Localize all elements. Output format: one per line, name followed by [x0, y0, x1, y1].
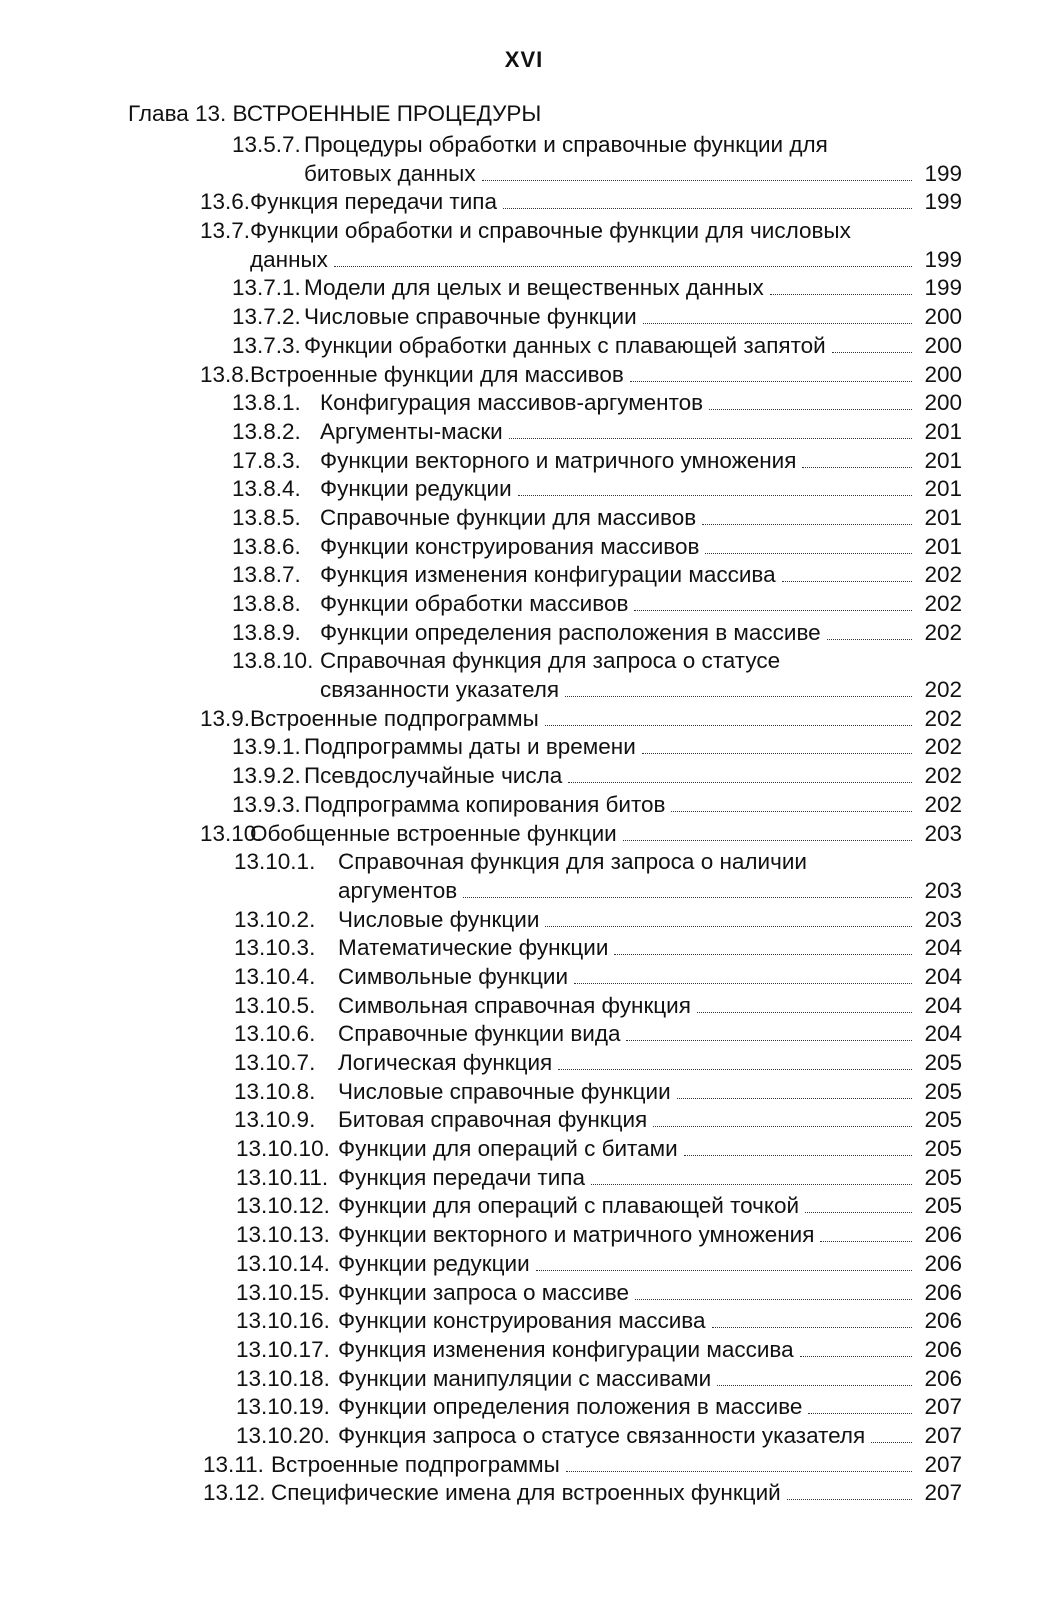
toc-entry — [0, 705, 1048, 734]
toc-entry-line — [234, 1020, 962, 1049]
toc-entry — [0, 1451, 1048, 1480]
toc-entry-page: 201 — [924, 418, 962, 444]
toc-entry-number: 13.10.4. — [234, 963, 316, 989]
toc-entry-line — [234, 1078, 962, 1107]
toc-entry-title: Функция передачи типа — [250, 189, 498, 215]
toc-entry-number: 13.8.10. — [232, 648, 314, 674]
toc-entry-line — [234, 1106, 962, 1135]
toc-entry — [0, 1078, 1048, 1107]
toc-entry-page: 204 — [924, 935, 962, 961]
dot-leader — [643, 323, 912, 324]
toc-entry-line — [232, 590, 962, 619]
toc-entry-page: 206 — [924, 1250, 962, 1276]
dot-leader — [709, 409, 912, 410]
toc-entry-number: 13.10.10. — [236, 1136, 330, 1162]
toc-entry — [0, 131, 1048, 160]
dot-leader — [717, 1385, 912, 1386]
toc-entry-title: Псевдослучайные числа — [304, 763, 563, 789]
toc-entry-title: Функции для операций с битами — [338, 1136, 678, 1162]
toc-entry-line — [236, 1192, 962, 1221]
toc-entry — [0, 1365, 1048, 1394]
toc-entry-page: 206 — [924, 1365, 962, 1391]
toc-entry-continuation — [0, 877, 1048, 906]
toc-entry-title: Символьная справочная функция — [338, 992, 691, 1018]
toc-entry — [0, 1221, 1048, 1250]
toc-entry-line — [234, 992, 962, 1021]
toc-entry-number: 13.10. — [200, 820, 263, 846]
toc-entry-title: Встроенные функции для массивов — [250, 361, 624, 387]
dot-leader — [832, 352, 912, 353]
toc-entry-number: 13.10.17. — [236, 1336, 330, 1362]
toc-entry-page: 206 — [924, 1222, 962, 1248]
toc-entry — [0, 475, 1048, 504]
toc-entry — [0, 963, 1048, 992]
toc-entry-title: Функции обработки массивов — [320, 591, 629, 616]
toc-entry — [0, 303, 1048, 332]
toc-entry — [0, 992, 1048, 1021]
toc-entry-title: Функции векторного и матричного умножения — [338, 1222, 815, 1248]
toc-entry-title-continued: связанности указателя — [320, 677, 560, 703]
toc-entry-line — [232, 447, 962, 476]
toc-entry-number: 13.10.11. — [236, 1164, 329, 1190]
toc-entry-number: 13.10.7. — [234, 1050, 316, 1075]
toc-entry-page: 200 — [924, 332, 962, 358]
toc-entry-page: 201 — [924, 476, 962, 502]
toc-entry — [0, 418, 1048, 447]
toc-entry — [0, 447, 1048, 476]
toc-entry-line — [234, 906, 962, 935]
toc-entry-number: 13.7.1. — [232, 275, 301, 301]
table-of-contents — [0, 131, 1048, 1508]
toc-entry-page: 205 — [924, 1050, 962, 1075]
toc-entry-title: Функция передачи типа — [338, 1164, 586, 1190]
toc-entry-line — [234, 963, 962, 992]
toc-entry-line — [200, 820, 962, 849]
toc-entry — [0, 820, 1048, 849]
toc-entry-page: 203 — [924, 877, 962, 903]
dot-leader — [820, 1241, 912, 1242]
page-number: XVI — [504, 47, 544, 72]
toc-entry-number: 13.5.7. — [232, 132, 301, 157]
toc-entry — [0, 934, 1048, 963]
toc-entry-line — [232, 791, 962, 820]
toc-entry-line — [234, 848, 962, 877]
toc-entry — [0, 217, 1048, 246]
dot-leader — [565, 696, 912, 697]
toc-entry — [0, 1164, 1048, 1193]
dot-leader — [671, 811, 912, 812]
toc-entry-page: 205 — [924, 1107, 962, 1133]
dot-leader — [545, 926, 912, 927]
toc-entry-number: 13.11. — [203, 1451, 264, 1477]
dot-leader — [871, 1442, 912, 1443]
dot-leader — [787, 1499, 912, 1500]
toc-entry-number: 13.8.8. — [232, 591, 301, 616]
toc-entry-page: 204 — [924, 963, 962, 989]
toc-entry — [0, 188, 1048, 217]
dot-leader — [802, 467, 912, 468]
toc-entry — [0, 733, 1048, 762]
dot-leader — [805, 1212, 912, 1213]
toc-entry-title: Функции конструирования массива — [338, 1308, 706, 1334]
toc-entry-page: 206 — [924, 1279, 962, 1305]
toc-entry-line — [236, 1336, 962, 1365]
toc-entry-line — [236, 1221, 962, 1250]
toc-entry-number: 13.9.1. — [232, 734, 301, 760]
toc-entry-title: Справочная функция для запроса о статусе — [320, 648, 781, 674]
toc-entry-line — [203, 1451, 962, 1480]
toc-entry-number: 13.9.3. — [232, 791, 301, 817]
toc-entry-line — [232, 332, 962, 361]
toc-entry-page: 203 — [924, 820, 962, 846]
toc-entry — [0, 1393, 1048, 1422]
dot-leader — [536, 1270, 912, 1271]
toc-entry-title: Функции для операций с плавающей точкой — [338, 1193, 800, 1219]
toc-entry-title: Числовые функции — [338, 906, 540, 932]
toc-entry-number: 13.10.14. — [236, 1250, 330, 1276]
toc-entry-title: Функции запроса о массиве — [338, 1279, 629, 1305]
dot-leader — [626, 1040, 912, 1041]
toc-entry-title: Функции редукции — [320, 476, 512, 502]
toc-entry-line — [232, 733, 962, 762]
toc-entry-page: 199 — [924, 189, 962, 215]
toc-entry-title-continued: аргументов — [338, 877, 458, 903]
toc-entry-title: Аргументы-маски — [320, 418, 503, 444]
dot-leader — [630, 381, 912, 382]
toc-entry-line — [232, 619, 962, 648]
chapter-heading: Глава 13. ВСТРОЕННЫЕ ПРОЦЕДУРЫ — [128, 101, 542, 126]
dot-leader — [808, 1413, 912, 1414]
dot-leader — [623, 840, 912, 841]
dot-leader — [509, 438, 912, 439]
dot-leader — [635, 1299, 912, 1300]
toc-entry — [0, 389, 1048, 418]
toc-entry-title: Специфические имена для встроенных функций — [271, 1480, 781, 1506]
toc-entry-line — [232, 533, 962, 562]
toc-entry-line — [250, 246, 962, 275]
toc-entry-page: 205 — [924, 1078, 962, 1104]
toc-entry-number: 13.10.2. — [234, 906, 316, 932]
toc-entry-page: 202 — [924, 791, 962, 817]
dot-leader — [705, 553, 912, 554]
dot-leader — [684, 1155, 912, 1156]
toc-entry-page: 200 — [924, 390, 962, 416]
toc-entry-number: 13.10.13. — [236, 1222, 330, 1248]
toc-entry-number: 13.12. — [203, 1480, 266, 1506]
toc-entry-title: Функции определения положения в массиве — [338, 1394, 803, 1420]
toc-entry-page: 207 — [924, 1394, 962, 1420]
toc-entry — [0, 590, 1048, 619]
dot-leader — [591, 1184, 912, 1185]
toc-entry-title: Подпрограммы даты и времени — [304, 734, 636, 760]
dot-leader — [697, 1012, 912, 1013]
toc-entry-title: Функции манипуляции с массивами — [338, 1365, 712, 1391]
toc-entry-number: 13.6. — [200, 189, 251, 215]
toc-entry-line — [200, 217, 962, 246]
toc-entry-page: 206 — [924, 1336, 962, 1362]
toc-entry-line — [232, 504, 962, 533]
toc-entry-line — [304, 160, 962, 189]
dot-leader — [702, 524, 912, 525]
toc-entry-line — [236, 1164, 962, 1193]
toc-entry-number: 13.9.2. — [232, 763, 301, 789]
toc-entry-number: 13.10.12. — [236, 1193, 330, 1219]
toc-entry-line — [232, 274, 962, 303]
toc-entry-title: Функции обработки данных с плавающей запятой — [304, 332, 826, 358]
toc-entry — [0, 274, 1048, 303]
toc-entry-title: Функция запроса о статусе связанности указателя — [338, 1422, 866, 1448]
toc-entry-title: Подпрограмма копирования битов — [304, 791, 666, 817]
toc-entry-line — [320, 676, 962, 705]
dot-leader — [566, 1471, 912, 1472]
toc-entry — [0, 647, 1048, 676]
dot-leader — [518, 495, 912, 496]
dot-leader — [712, 1327, 912, 1328]
toc-entry-page: 199 — [924, 246, 962, 272]
dot-leader — [574, 983, 912, 984]
toc-entry-line — [232, 475, 962, 504]
toc-entry-number: 13.10.15. — [236, 1279, 330, 1305]
toc-entry-page: 205 — [924, 1193, 962, 1219]
dot-leader — [558, 1069, 912, 1070]
toc-entry-continuation — [0, 676, 1048, 705]
toc-entry — [0, 1106, 1048, 1135]
toc-entry-title: Логическая функция — [338, 1050, 553, 1075]
toc-entry-number: 13.9. — [200, 705, 251, 731]
toc-entry-number: 13.8. — [200, 361, 251, 387]
toc-entry-number: 13.10.19. — [236, 1394, 330, 1420]
toc-entry-line — [338, 877, 962, 906]
dot-leader — [800, 1356, 912, 1357]
toc-entry-title: Встроенные подпрограммы — [271, 1451, 560, 1477]
toc-entry-number: 13.10.1. — [234, 849, 316, 875]
toc-entry-number: 13.7. — [200, 218, 251, 244]
toc-entry-page: 201 — [924, 533, 962, 559]
toc-entry-number: 13.10.16. — [236, 1308, 330, 1334]
toc-entry-page: 207 — [924, 1422, 962, 1448]
dot-leader — [827, 639, 912, 640]
toc-entry — [0, 1135, 1048, 1164]
toc-entry-title: Модели для целых и вещественных данных — [304, 275, 764, 301]
dot-leader — [614, 954, 912, 955]
dot-leader — [482, 180, 912, 181]
toc-entry-number: 13.7.2. — [232, 304, 301, 330]
toc-entry — [0, 848, 1048, 877]
toc-entry-page: 207 — [924, 1480, 962, 1506]
toc-entry-line — [236, 1250, 962, 1279]
toc-entry-title: Функции обработки и справочные функции для числовых — [250, 218, 851, 244]
toc-entry — [0, 1422, 1048, 1451]
toc-entry-page: 202 — [924, 677, 962, 703]
dot-leader — [503, 208, 912, 209]
toc-entry-line — [203, 1479, 962, 1508]
toc-entry — [0, 1307, 1048, 1336]
toc-entry-title: Функции конструирования массивов — [320, 533, 700, 559]
toc-entry-page: 204 — [924, 1021, 962, 1047]
toc-entry-line — [200, 188, 962, 217]
toc-entry — [0, 762, 1048, 791]
toc-entry — [0, 1049, 1048, 1078]
dot-leader — [545, 725, 912, 726]
toc-entry-number: 13.10.18. — [236, 1365, 330, 1391]
toc-entry-title: Встроенные подпрограммы — [250, 705, 539, 731]
toc-entry-title: Символьные функции — [338, 963, 569, 989]
toc-entry-page: 204 — [924, 992, 962, 1018]
toc-entry-title: Битовая справочная функция — [338, 1107, 648, 1133]
toc-entry-line — [200, 361, 962, 390]
toc-entry-line — [236, 1365, 962, 1394]
toc-entry-title-continued: битовых данных — [304, 160, 476, 186]
toc-entry-title: Функция изменения конфигурации массива — [338, 1336, 794, 1362]
toc-entry-title: Числовые справочные функции — [304, 304, 637, 330]
toc-entry — [0, 1020, 1048, 1049]
toc-entry — [0, 791, 1048, 820]
toc-entry-line — [234, 1049, 962, 1078]
toc-entry-continuation — [0, 160, 1048, 189]
toc-entry-title: Справочные функции для массивов — [320, 504, 697, 530]
toc-entry-number: 13.10.9. — [234, 1107, 316, 1133]
toc-entry-continuation — [0, 246, 1048, 275]
toc-entry — [0, 561, 1048, 590]
toc-entry-title: Функции редукции — [338, 1250, 530, 1276]
toc-entry-page: 202 — [924, 705, 962, 731]
toc-entry-line — [236, 1279, 962, 1308]
toc-entry — [0, 1479, 1048, 1508]
toc-entry-title-continued: данных — [250, 246, 328, 272]
toc-entry-line — [236, 1135, 962, 1164]
toc-entry-line — [232, 418, 962, 447]
toc-entry — [0, 1250, 1048, 1279]
toc-entry-line — [232, 561, 962, 590]
toc-entry — [0, 332, 1048, 361]
toc-entry-number: 13.7.3. — [232, 332, 301, 358]
toc-entry-line — [236, 1393, 962, 1422]
dot-leader — [653, 1126, 912, 1127]
toc-entry-line — [232, 131, 962, 160]
dot-leader — [642, 753, 912, 754]
toc-entry-title: Числовые справочные функции — [338, 1078, 671, 1104]
toc-entry-title: Процедуры обработки и справочные функции для — [304, 132, 828, 157]
toc-entry-line — [234, 934, 962, 963]
toc-entry — [0, 361, 1048, 390]
toc-entry-number: 13.8.2. — [232, 418, 301, 444]
toc-entry-number: 13.10.5. — [234, 992, 316, 1018]
toc-entry — [0, 1336, 1048, 1365]
toc-entry-title: Функции определения расположения в массиве — [320, 619, 821, 645]
toc-entry-page: 206 — [924, 1308, 962, 1334]
dot-leader — [568, 782, 912, 783]
toc-entry-number: 13.10.6. — [234, 1021, 316, 1047]
toc-entry-page: 202 — [924, 619, 962, 645]
dot-leader — [782, 581, 912, 582]
toc-entry-number: 13.10.20. — [236, 1422, 330, 1448]
toc-entry — [0, 533, 1048, 562]
toc-entry-line — [232, 389, 962, 418]
toc-entry-number: 13.10.8. — [234, 1078, 316, 1104]
toc-entry-line — [236, 1307, 962, 1336]
toc-entry-title: Функция изменения конфигурации массива — [320, 562, 776, 588]
dot-leader — [463, 897, 912, 898]
toc-entry-number: 13.8.9. — [232, 619, 301, 645]
toc-entry-number: 13.8.4. — [232, 476, 301, 502]
toc-entry-page: 205 — [924, 1164, 962, 1190]
toc-entry-page: 202 — [924, 734, 962, 760]
toc-entry-line — [232, 303, 962, 332]
toc-entry-page: 199 — [924, 275, 962, 301]
toc-entry-page: 202 — [924, 591, 962, 616]
toc-entry-title: Обобщенные встроенные функции — [250, 820, 617, 846]
toc-entry-number: 13.8.1. — [232, 390, 301, 416]
toc-entry-page: 201 — [924, 504, 962, 530]
toc-entry-page: 201 — [924, 447, 962, 473]
toc-entry-number: 13.10.3. — [234, 935, 316, 961]
toc-entry-number: 13.8.7. — [232, 562, 301, 588]
dot-leader — [677, 1098, 912, 1099]
toc-entry — [0, 504, 1048, 533]
toc-entry-title: Конфигурация массивов-аргументов — [320, 390, 704, 416]
toc-entry-number: 17.8.3. — [232, 447, 301, 473]
toc-entry-title: Справочная функция для запроса о наличии — [338, 849, 807, 875]
toc-entry-line — [232, 762, 962, 791]
toc-entry-page: 200 — [924, 361, 962, 387]
toc-entry-title: Справочные функции вида — [338, 1021, 621, 1047]
toc-entry-line — [232, 647, 962, 676]
toc-entry — [0, 1192, 1048, 1221]
toc-entry-title: Математические функции — [338, 935, 609, 961]
toc-entry-line — [200, 705, 962, 734]
toc-entry-line — [236, 1422, 962, 1451]
toc-entry-page: 203 — [924, 906, 962, 932]
toc-entry-page: 202 — [924, 763, 962, 789]
dot-leader — [334, 266, 912, 267]
dot-leader — [634, 610, 912, 611]
toc-entry — [0, 619, 1048, 648]
toc-entry-page: 207 — [924, 1451, 962, 1477]
toc-entry-title: Функции векторного и матричного умножения — [320, 447, 797, 473]
toc-entry-page: 199 — [924, 160, 962, 186]
dot-leader — [770, 294, 912, 295]
toc-entry — [0, 1279, 1048, 1308]
toc-entry-page: 200 — [924, 304, 962, 330]
toc-entry-page: 205 — [924, 1136, 962, 1162]
toc-entry-page: 202 — [924, 562, 962, 588]
toc-entry-number: 13.8.5. — [232, 504, 301, 530]
toc-entry-number: 13.8.6. — [232, 533, 301, 559]
toc-entry — [0, 906, 1048, 935]
